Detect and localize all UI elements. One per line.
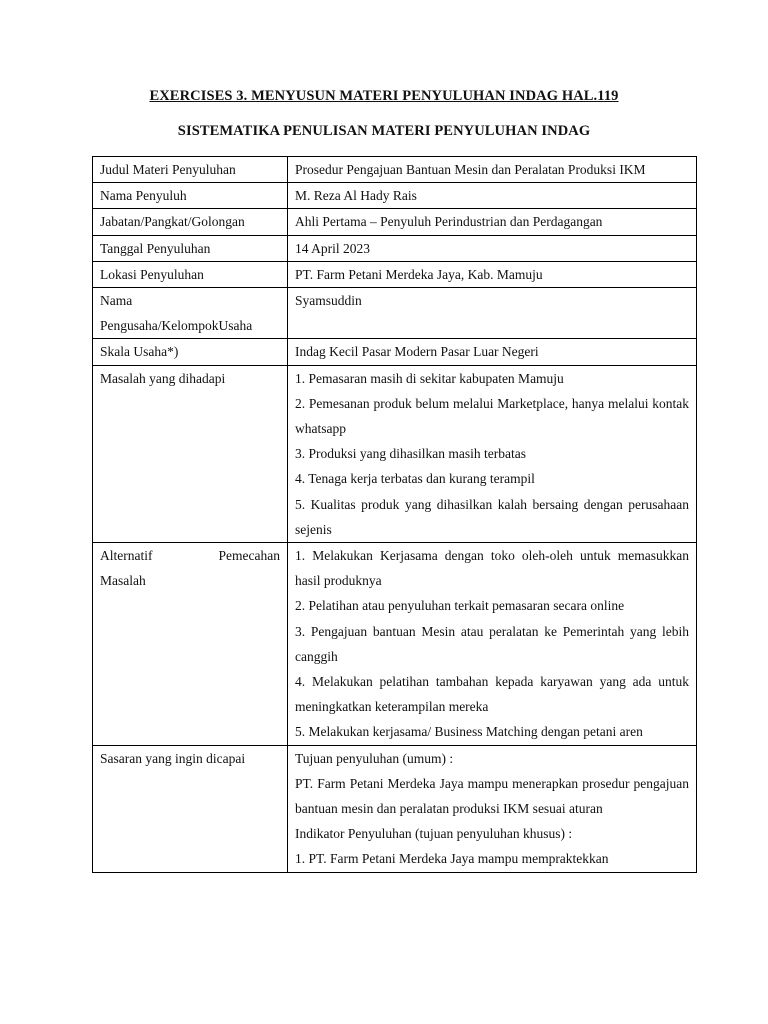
row-pengusaha <box>93 288 697 339</box>
row-alternatif <box>93 543 697 746</box>
alternatif-item-1: 1. Melakukan Kerjasama dengan toko oleh-oleh untuk memasukkan hasil produknya <box>295 548 689 589</box>
alternatif-item-5: 5. Melakukan kerjasama/ Business Matching dengan petani aren <box>295 724 643 740</box>
value-jabatan: Ahli Pertama – Penyuluh Perindustrian dan Perdagangan <box>288 209 697 235</box>
masalah-item-4: 4. Tenaga kerja terbatas dan kurang terampil <box>295 471 535 487</box>
materi-table <box>92 156 697 873</box>
exercise-title: EXERCISES 3. MENYUSUN MATERI PENYULUHAN INDAG HAL.119 <box>149 88 619 104</box>
masalah-item-2: 2. Pemesanan produk belum melalui Marketplace, hanya melalui kontak whatsapp <box>295 395 689 437</box>
label-pengusaha <box>93 288 288 339</box>
label-alternatif-line-1 <box>100 543 280 568</box>
label-sasaran: Sasaran yang ingin dicapai <box>93 745 288 872</box>
label-pengusaha-line-1: Nama <box>100 293 133 309</box>
value-lokasi: PT. Farm Petani Merdeka Jaya, Kab. Mamuju <box>288 261 697 287</box>
value-masalah <box>288 365 697 542</box>
label-nama: Nama Penyuluh <box>93 183 288 209</box>
row-skala <box>93 339 697 365</box>
label-lokasi: Lokasi Penyuluhan <box>93 261 288 287</box>
row-lokasi <box>93 261 697 287</box>
label-skala: Skala Usaha*) <box>93 339 288 365</box>
value-tanggal: 14 April 2023 <box>288 235 697 261</box>
label-alternatif <box>93 543 288 746</box>
masalah-item-1: 1. Pemasaran masih di sekitar kabupaten Mamuju <box>295 370 564 386</box>
value-pengusaha: Syamsuddin <box>288 288 697 339</box>
value-nama: M. Reza Al Hady Rais <box>288 183 697 209</box>
sasaran-line-2: PT. Farm Petani Merdeka Jaya mampu menerapkan prosedur pengajuan bantuan mesin dan peralatan produksi IKM sesuai aturan <box>295 775 689 817</box>
value-alternatif <box>288 543 697 746</box>
label-masalah: Masalah yang dihadapi <box>93 365 288 542</box>
label-pengusaha-line-2: Pengusaha/KelompokUsaha <box>100 318 253 334</box>
label-jabatan: Jabatan/Pangkat/Golongan <box>93 209 288 235</box>
alternatif-item-4: 4. Melakukan pelatihan tambahan kepada karyawan yang ada untuk meningkatkan keterampilan mereka <box>295 674 689 715</box>
row-masalah <box>93 365 697 542</box>
label-alternatif-word-2: Pemecahan <box>218 548 280 564</box>
masalah-item-3: 3. Produksi yang dihasilkan masih terbatas <box>295 446 526 462</box>
sistematika-title: SISTEMATIKA PENULISAN MATERI PENYULUHAN INDAG <box>177 123 591 139</box>
alternatif-item-3: 3. Pengajuan bantuan Mesin atau peralatan ke Pemerintah yang lebih canggih <box>295 623 689 664</box>
sasaran-line-4: 1. PT. Farm Petani Merdeka Jaya mampu mempraktekkan <box>295 851 609 867</box>
label-alternatif-line-2: Masalah <box>100 573 146 589</box>
label-judul: Judul Materi Penyuluhan <box>93 157 288 183</box>
row-judul <box>93 157 697 183</box>
alternatif-item-2: 2. Pelatihan atau penyuluhan terkait pemasaran secara online <box>295 598 625 614</box>
value-sasaran <box>288 745 697 872</box>
row-sasaran <box>93 745 697 872</box>
row-tanggal <box>93 235 697 261</box>
label-tanggal: Tanggal Penyuluhan <box>93 235 288 261</box>
sasaran-line-3: Indikator Penyuluhan (tujuan penyuluhan khusus) : <box>295 826 573 842</box>
label-alternatif-word-1: Alternatif <box>100 548 153 564</box>
value-skala: Indag Kecil Pasar Modern Pasar Luar Negeri <box>288 339 697 365</box>
row-jabatan <box>93 209 697 235</box>
row-nama <box>93 183 697 209</box>
masalah-item-5: 5. Kualitas produk yang dihasilkan kalah bersaing dengan perusahaan sejenis <box>295 496 689 537</box>
value-judul: Prosedur Pengajuan Bantuan Mesin dan Peralatan Produksi IKM <box>288 157 697 183</box>
sasaran-line-1: Tujuan penyuluhan (umum) : <box>295 750 454 766</box>
